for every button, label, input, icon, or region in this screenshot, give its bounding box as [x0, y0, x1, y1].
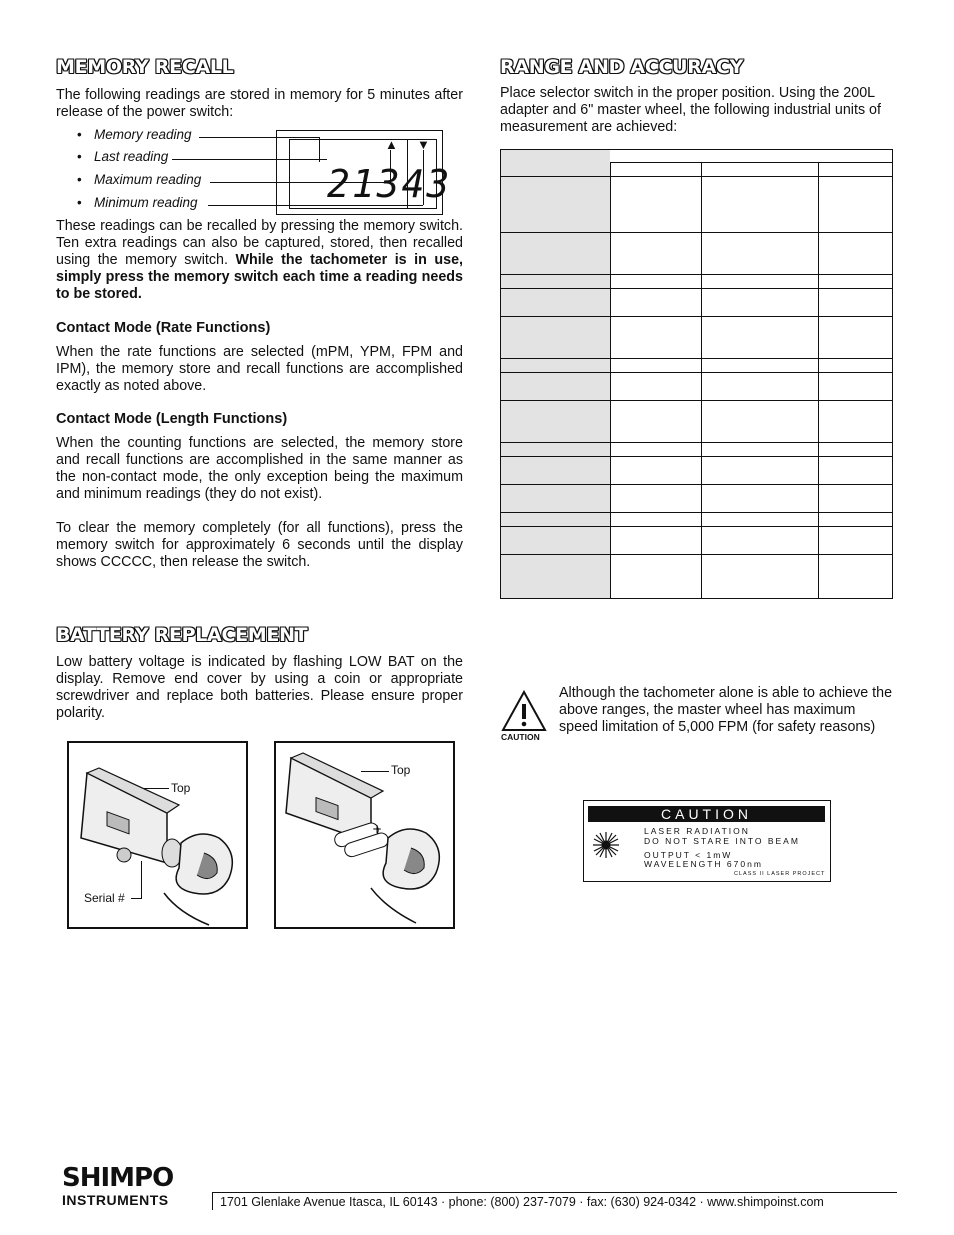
table-row: [501, 484, 892, 485]
bullet-memory-reading: • Memory reading: [94, 127, 192, 142]
caution-icon-label: CAUTION: [501, 732, 540, 742]
bullet-minimum-reading: • Minimum reading: [94, 195, 198, 210]
shimpo-logo-sub: INSTRUMENTS: [62, 1192, 169, 1208]
table-row: [501, 358, 892, 359]
footer-address: 1701 Glenlake Avenue Itasca, IL 60143 · phone: (800) 237-7079 · fax: (630) 924-0342 · www.shimpoinst.com: [220, 1195, 824, 1209]
table-header-row: [610, 150, 892, 163]
table-row: [501, 456, 892, 457]
bullet-last-reading: • Last reading: [94, 149, 168, 164]
caution-text: Although the tachometer alone is able to achieve the above ranges, the master wheel has maximum speed limitation of 5,000 FPM (for safety reasons): [559, 685, 893, 735]
table-row: [501, 232, 892, 233]
leader-line: [144, 788, 169, 789]
lcd-display: [276, 130, 452, 215]
range-accuracy-text: Place selector switch in the proper position. Using the 200L adapter and 6" master wheel, the following industrial units of measurement are achieved:: [500, 85, 881, 135]
memory-recall-heading: MEMORY RECALL: [56, 56, 234, 78]
footer-divider: [212, 1193, 213, 1210]
laser-line-4: WAVELENGTH 670nm: [644, 859, 763, 869]
battery-replacement-text: Low battery voltage is indicated by flashing LOW BAT on the display. Remove end cover by using a coin or appropriate screwdriver and replace both batteries. Please ensure proper polarity.: [56, 654, 463, 721]
up-arrow-icon: ▲: [385, 137, 398, 152]
svg-text:+: +: [372, 822, 383, 836]
table-row: [501, 554, 892, 555]
range-accuracy-heading: RANGE AND ACCURACY: [500, 56, 744, 78]
table-vline: [610, 163, 611, 598]
range-table: [500, 149, 893, 599]
table-row: [501, 512, 892, 513]
table-row: [501, 400, 892, 401]
table-row: [501, 316, 892, 317]
contact-mode-length-text: When the counting functions are selected, the memory store and recall functions are accomplished in the same manner as the non-contact mode, the only exception being the maximum and minimum readings (they do not exist).: [56, 435, 463, 502]
leader-line: [361, 771, 389, 772]
clear-memory-text: To clear the memory completely (for all functions), press the memory switch for approximately 6 seconds until the display shows CCCCC, then release the switch.: [56, 520, 463, 570]
laser-caution-label: [583, 800, 831, 882]
table-row: [501, 176, 892, 177]
laser-line-1: LASER RADIATION: [644, 826, 750, 836]
caution-icon: [501, 690, 547, 742]
leader-line: [141, 861, 142, 899]
table-row: [501, 526, 892, 527]
top-label: Top: [391, 763, 411, 777]
bullet-maximum-reading: • Maximum reading: [94, 172, 201, 187]
table-row: [501, 372, 892, 373]
memory-recall-paragraph: [56, 218, 463, 303]
laser-burst-icon: [592, 831, 620, 859]
contact-mode-rate-text: When the rate functions are selected (mPM, YPM, FPM and IPM), the memory store and recall functions are accomplished exactly as noted above.: [56, 344, 463, 394]
table-vline: [818, 163, 819, 598]
table-row: [501, 274, 892, 275]
laser-line-3: OUTPUT < 1mW: [644, 850, 733, 860]
contact-mode-rate-heading: Contact Mode (Rate Functions): [56, 320, 271, 336]
table-vline: [701, 163, 702, 598]
laser-caution-title: CAUTION: [588, 806, 825, 822]
memory-recall-paragraph-bold: While the tachometer is in use, simply press the memory switch each time a reading needs to be stored.: [56, 252, 463, 302]
memory-recall-intro: The following readings are stored in memory for 5 minutes after release of the power switch:: [56, 87, 463, 120]
laser-line-2: DO NOT STARE INTO BEAM: [644, 836, 800, 846]
battery-figure-cover: [67, 741, 248, 929]
top-label: Top: [171, 781, 191, 795]
leader-line: [131, 898, 141, 899]
footer-rule: [212, 1192, 897, 1193]
table-label-column: [501, 150, 610, 598]
lcd-digits: 21343: [327, 162, 452, 206]
shimpo-logo: SHIMPO: [62, 1163, 174, 1193]
memory-recall-paragraph-plain: These readings can be recalled by pressing the memory switch. Ten extra readings can also be captured, stored, then recalled using the memory switch.: [56, 218, 463, 268]
table-row: [501, 442, 892, 443]
down-arrow-icon: ▼: [417, 137, 430, 152]
serial-label: Serial #: [84, 891, 125, 905]
battery-figure-batteries: [274, 741, 455, 929]
contact-mode-length-heading: Contact Mode (Length Functions): [56, 411, 288, 427]
battery-replacement-heading: BATTERY REPLACEMENT: [56, 624, 308, 646]
laser-line-5: CLASS II LASER PROJECT: [734, 871, 826, 877]
table-row: [501, 288, 892, 289]
